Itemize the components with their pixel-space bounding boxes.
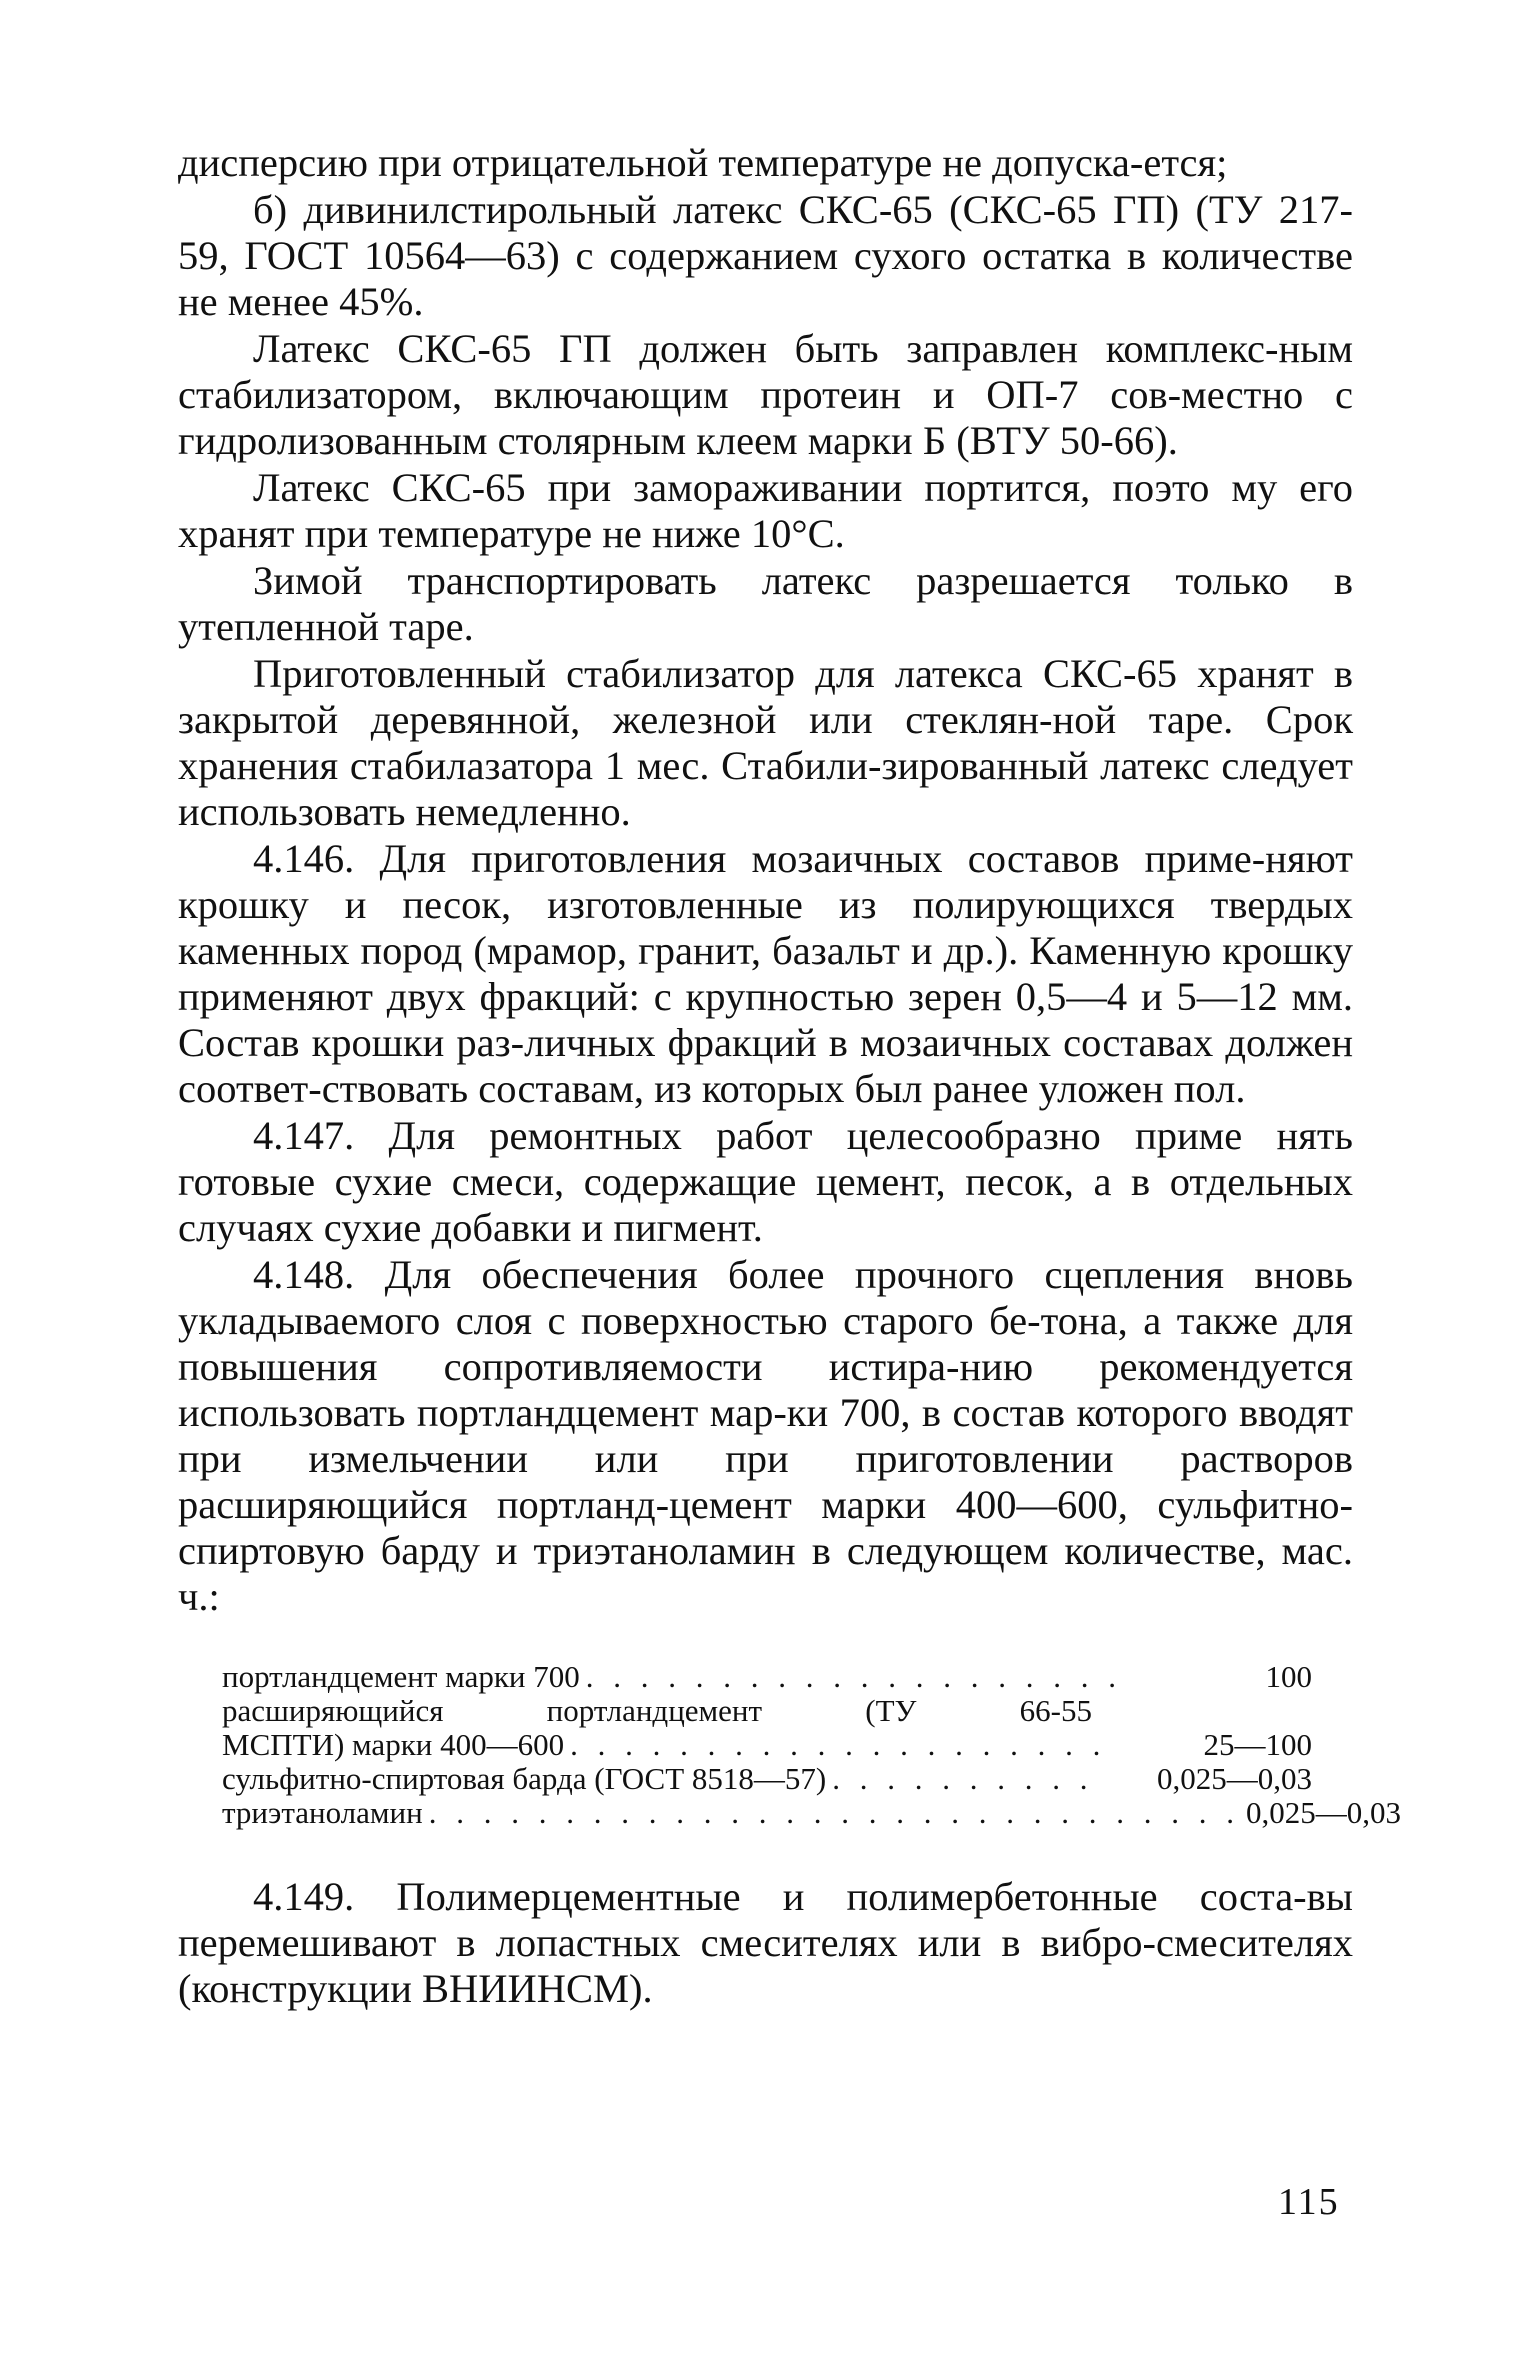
- row-value: 0,025—0,03: [1157, 1761, 1312, 1796]
- row-value: 100: [1265, 1659, 1312, 1694]
- paragraph-5: Зимой транспортировать латекс разрешается только в утепленной таре.: [178, 558, 1353, 649]
- row-label: портландцемент марки 700: [222, 1659, 580, 1694]
- paragraph-4: Латекс СКС-65 при замораживании портится, поэто му его хранят при температуре не ниже 10°С.: [178, 465, 1353, 556]
- row-label: сульфитно-спиртовая барда (ГОСТ 8518—57): [222, 1761, 827, 1796]
- table-row: [222, 1694, 1312, 1728]
- dot-leader: . . . . . . . . . .: [832, 1761, 1094, 1796]
- row-label-part: (ТУ: [865, 1693, 917, 1728]
- paragraph-3: Латекс СКС-65 ГП должен быть заправлен комплекс-ным стабилизатором, включающим протеин и ОП-7 сов-местно с гидролизованным столярным клеем марки Б (ВТУ 50-66).: [178, 326, 1353, 463]
- table-row: [222, 1728, 1312, 1762]
- paragraph-2: б) дивинилстирольный латекс СКС-65 (СКС-65 ГП) (ТУ 217-59, ГОСТ 10564—63) с содержанием сухого остатка в количестве не менее 45%.: [178, 187, 1353, 324]
- table-row: [222, 1795, 1401, 1830]
- dot-leader: . . . . . . . . . . . . . . . . . . . .: [585, 1659, 1122, 1694]
- row-label: МСПТИ) марки 400—600: [222, 1727, 565, 1762]
- row-label-part: расширяющийся: [222, 1693, 444, 1728]
- paragraph-6: Приготовленный стабилизатор для латекса СКС-65 хранят в закрытой деревянной, железной или стеклян-ной таре. Срок хранения стабилазатора 1 мес. Стабили-зированный латекс следует использовать немедленно.: [178, 651, 1353, 834]
- table-row: [222, 1762, 1312, 1796]
- row-value: 25—100: [1203, 1727, 1312, 1762]
- dot-leader: . . . . . . . . . . . . . . . . . . . . . . . . . . . . . .: [428, 1795, 1240, 1830]
- paragraph-section-4-146: 4.146. Для приготовления мозаичных составов приме-няют крошку и песок, изготовленные из полирующихся твердых каменных пород (мрамор, гранит, базальт и др.). Каменную крошку применяют двух фракций: с крупностью зерен 0,5—4 и 5—12 мм. Состав крошки раз-личных фракций в мозаичных составах должен соответ-ствовать составам, из которых был ранее уложен пол.: [178, 836, 1353, 1111]
- row-label: триэтаноламин: [222, 1795, 423, 1830]
- paragraph-section-4-147: 4.147. Для ремонтных работ целесообразно приме нять готовые сухие смеси, содержащие цемент, песок, а в отдельных случаях сухие добавки и пигмент.: [178, 1113, 1353, 1250]
- paragraph-1: дисперсию при отрицательной температуре не допуска-ется;: [178, 140, 1228, 185]
- page-number: 115: [1278, 2181, 1340, 2223]
- composition-table: [222, 1659, 1401, 1830]
- dot-leader: . . . . . . . . . . . . . . . . . . . .: [570, 1727, 1107, 1762]
- paragraph-section-4-148: 4.148. Для обеспечения более прочного сцепления вновь укладываемого слоя с поверхностью старого бе-тона, а также для повышения сопротивляемости истира-нию рекомендуется использовать портландцемент мар-ки 700, в состав которого вводят при измельчении или при приготовлении растворов расширяющийся портланд-цемент марки 400—600, сульфитно-спиртовую барду и триэтаноламин в следующем количестве, мас. ч.:: [178, 1252, 1353, 1619]
- paragraph-section-4-149: 4.149. Полимерцементные и полимербетонные соста-вы перемешивают в лопастных смесителях или в вибро-смесителях (конструкции ВНИИНСМ).: [178, 1874, 1353, 2011]
- row-label-part: 66-55: [1019, 1693, 1092, 1728]
- row-value: 0,025—0,03: [1245, 1795, 1401, 1830]
- row-label-part: портландцемент: [546, 1693, 763, 1728]
- table-row: [222, 1660, 1312, 1694]
- page-body: [178, 140, 1401, 2012]
